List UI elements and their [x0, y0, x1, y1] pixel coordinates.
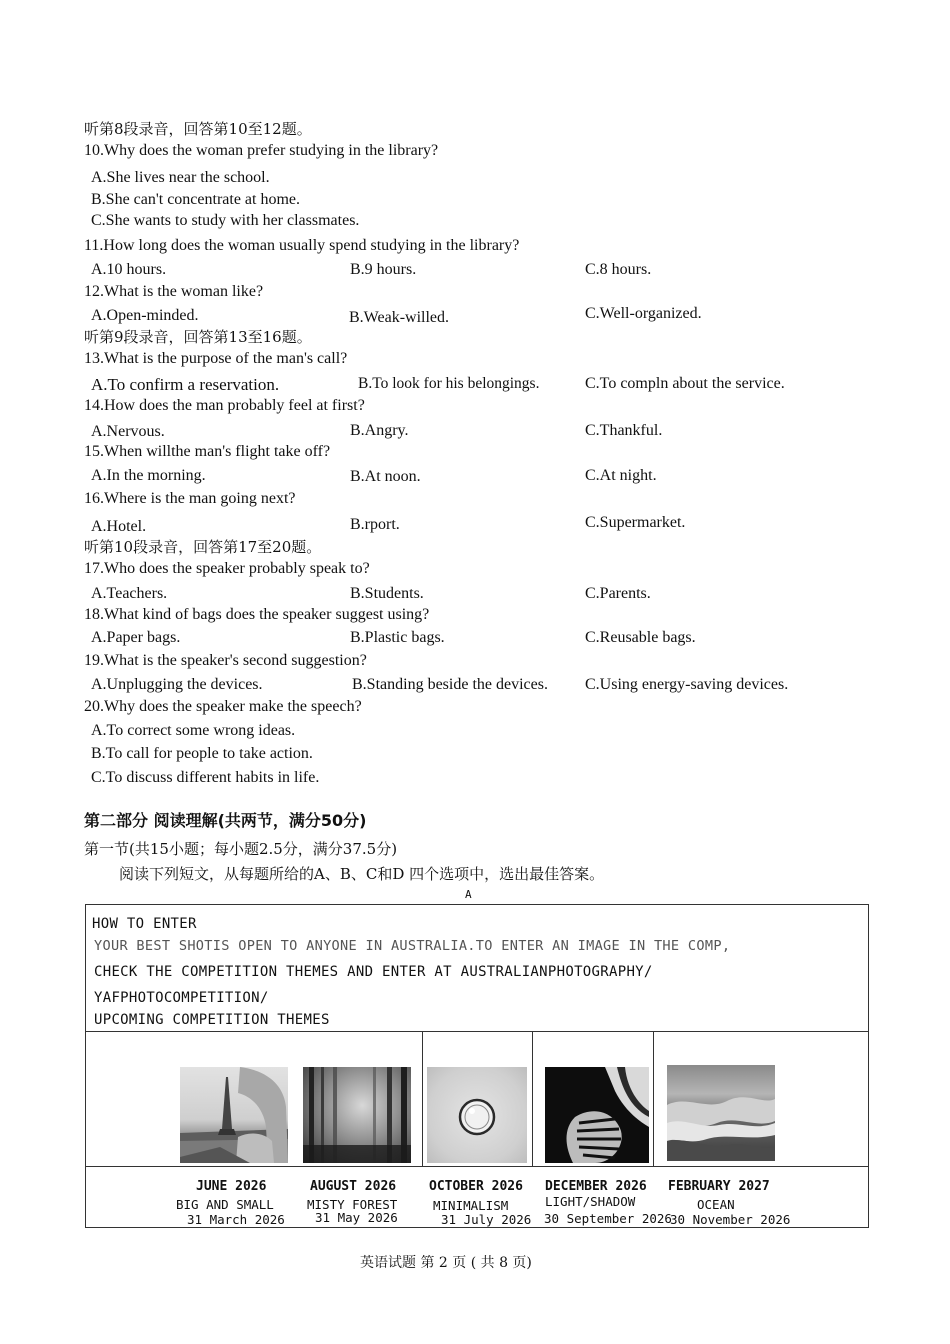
theme-2-name: MISTY FOREST — [307, 1197, 398, 1212]
ad-column-divider — [532, 1031, 533, 1166]
question-18-option-c: C.Reusable bags. — [585, 629, 696, 646]
theme-2-deadline: 31 May 2026 — [315, 1210, 398, 1225]
question-15-option-b: B.At noon. — [350, 468, 421, 485]
ad-text-line-1: YOUR BEST SHOTIS OPEN TO ANYONE IN AUSTRALIA.TO ENTER AN IMAGE IN THE COMP, — [94, 938, 731, 954]
page-footer: 英语试题 第 2 页 ( 共 8 页) — [360, 1255, 532, 1271]
question-17-stem: 17.Who does the speaker probably speak to? — [84, 560, 370, 577]
question-10-option-b: B.She can't concentrate at home. — [91, 191, 301, 208]
misty-forest-photo — [303, 1067, 411, 1163]
question-17-option-c: C.Parents. — [585, 585, 651, 602]
part-2-title: 第二部分 阅读理解(共两节，满分50分) — [84, 811, 367, 830]
ad-column-divider — [422, 1031, 423, 1166]
question-15-option-c: C.At night. — [585, 467, 657, 484]
question-11-option-c: C.8 hours. — [585, 261, 652, 278]
question-11-option-a: A.10 hours. — [91, 261, 167, 278]
ad-text-line-2: CHECK THE COMPETITION THEMES AND ENTER AT AUSTRALIANPHOTOGRAPHY/ — [94, 964, 653, 980]
theme-5-name: OCEAN — [697, 1197, 735, 1212]
ad-divider-bottom — [86, 1166, 868, 1167]
light-shadow-photo — [545, 1067, 649, 1163]
question-14-option-b: B.Angry. — [350, 422, 409, 439]
question-16-option-c: C.Supermarket. — [585, 514, 686, 531]
theme-1-name: BIG AND SMALL — [176, 1197, 274, 1212]
question-12-stem: 12.What is the woman like? — [84, 283, 264, 300]
water-drop-photo — [427, 1067, 527, 1163]
theme-5-month: FEBRUARY 2027 — [668, 1179, 770, 1194]
section-9-heading: 听第9段录音，回答第13至16题。 — [84, 328, 312, 346]
question-19-stem: 19.What is the speaker's second suggestion? — [84, 652, 367, 669]
question-10-stem: 10.Why does the woman prefer studying in the library? — [84, 142, 439, 159]
ocean-wave-photo — [667, 1065, 775, 1161]
ad-heading: HOW TO ENTER — [92, 916, 197, 932]
question-18-option-a: A.Paper bags. — [91, 629, 181, 646]
theme-4-name: LIGHT/SHADOW — [545, 1194, 636, 1209]
part-2-section-1: 第一节(共15小题；每小题2.5分，满分37.5分) — [84, 840, 398, 858]
question-18-option-b: B.Plastic bags. — [350, 629, 445, 646]
question-13-option-c: C.To compln about the service. — [585, 375, 785, 392]
question-14-option-a: A.Nervous. — [91, 423, 165, 440]
theme-2-month: AUGUST 2026 — [310, 1179, 397, 1194]
question-19-option-a: A.Unplugging the devices. — [91, 676, 263, 693]
theme-4-deadline: 30 September 2026 — [544, 1211, 672, 1226]
theme-3-month: OCTOBER 2026 — [429, 1179, 523, 1194]
question-18-stem: 18.What kind of bags does the speaker suggest using? — [84, 606, 430, 623]
question-15-stem: 15.When willthe man's flight take off? — [84, 443, 331, 460]
ad-themes-heading: UPCOMING COMPETITION THEMES — [94, 1012, 330, 1028]
section-10-heading: 听第10段录音，回答第17至20题。 — [84, 538, 322, 556]
theme-1-month: JUNE 2026 — [196, 1179, 267, 1194]
question-12-option-a: A.Open-minded. — [91, 307, 199, 324]
question-10-option-c: C.She wants to study with her classmates. — [91, 212, 360, 229]
theme-4-month: DECEMBER 2026 — [545, 1179, 647, 1194]
question-13-stem: 13.What is the purpose of the man's call? — [84, 350, 348, 367]
question-13-option-b: B.To look for his belongings. — [358, 375, 540, 392]
question-13-option-a: A.To confirm a reservation. — [91, 375, 280, 394]
question-15-option-a: A.In the morning. — [91, 467, 206, 484]
passage-label: A — [465, 888, 472, 901]
question-19-option-c: C.Using energy-saving devices. — [585, 676, 789, 693]
ad-column-divider — [653, 1031, 654, 1166]
question-20-option-a: A.To correct some wrong ideas. — [91, 722, 296, 739]
question-14-stem: 14.How does the man probably feel at first? — [84, 397, 365, 414]
question-11-option-b: B.9 hours. — [350, 261, 417, 278]
question-11-stem: 11.How long does the woman usually spend studying in the library? — [84, 237, 520, 254]
eiffel-tower-photo — [180, 1067, 288, 1163]
question-16-option-b: B.rport. — [350, 516, 400, 533]
photo-competition-ad — [85, 904, 869, 1228]
part-2-instruction: 阅读下列短文，从每题所给的A、B、C和D 四个选项中，选出最佳答案。 — [119, 865, 605, 883]
question-17-option-a: A.Teachers. — [91, 585, 168, 602]
question-16-stem: 16.Where is the man going next? — [84, 490, 296, 507]
theme-1-deadline: 31 March 2026 — [187, 1212, 285, 1227]
question-12-option-c: C.Well-organized. — [585, 305, 702, 322]
question-20-option-b: B.To call for people to take action. — [91, 745, 313, 762]
question-16-option-a: A.Hotel. — [91, 518, 147, 535]
question-12-option-b: B.Weak-willed. — [349, 309, 450, 326]
theme-3-deadline: 31 July 2026 — [441, 1212, 532, 1227]
question-19-option-b: B.Standing beside the devices. — [352, 676, 548, 693]
question-20-option-c: C.To discuss different habits in life. — [91, 769, 320, 786]
theme-5-deadline: 30 November 2026 — [670, 1212, 791, 1227]
question-10-option-a: A.She lives near the school. — [91, 169, 270, 186]
question-20-stem: 20.Why does the speaker make the speech? — [84, 698, 362, 715]
theme-3-name: MINIMALISM — [433, 1198, 509, 1213]
question-14-option-c: C.Thankful. — [585, 422, 663, 439]
ad-divider-top — [86, 1031, 868, 1032]
ad-url: YAFPHOTOCOMPETITION/ — [94, 990, 269, 1006]
section-8-heading: 听第8段录音，回答第10至12题。 — [84, 120, 312, 138]
question-17-option-b: B.Students. — [350, 585, 424, 602]
